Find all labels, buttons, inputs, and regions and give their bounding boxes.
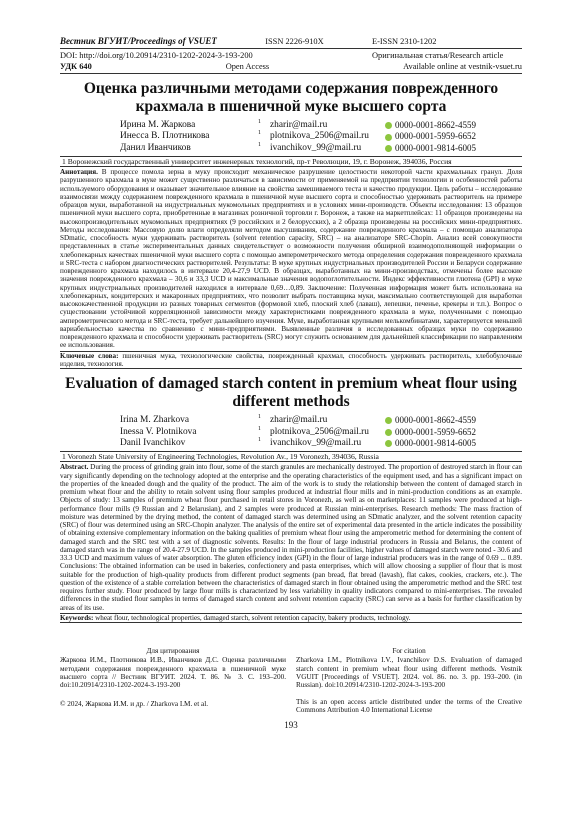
header-row-3 <box>60 61 522 72</box>
author-orcid[interactable]: 0000-0001-5959-6652 <box>395 131 476 142</box>
citation-heading-ru: Для цитирования <box>146 647 200 656</box>
abstract-en <box>60 463 522 612</box>
page-number: 193 <box>284 720 298 731</box>
affiliation-marker: 1 <box>258 119 261 125</box>
citation-en <box>296 647 522 689</box>
author-row <box>120 415 522 426</box>
author-orcid[interactable]: 0000-0001-8662-4559 <box>395 120 476 130</box>
author-email[interactable]: plotnikova_2506@mail.ru <box>270 131 369 142</box>
citation-ru <box>60 647 286 689</box>
affiliation-marker: 1 <box>258 130 261 137</box>
keywords-en <box>60 613 522 623</box>
header-row-2 <box>60 50 522 61</box>
author-row <box>120 143 522 154</box>
author-email[interactable]: ivanchikov_99@mail.ru <box>270 438 362 449</box>
author-row <box>120 438 522 449</box>
citation-text-en: Zharkova I.M., Plotnikova I.V., Ivanchikov D.S. Evaluation of damaged starch content in premium wheat flour using different methods. Vestnik VGUIT [Proceedings of VSUET]. 2024. vol. 86. no. 3. pp. 193–200. (in Russian). doi:10.20914/2310-1202-2024-3-193-200 <box>296 656 522 690</box>
header-row-1 <box>60 36 522 47</box>
author-orcid[interactable]: 0000-0001-9814-6005 <box>395 142 476 153</box>
author-name: Inessa V. Plotnikova <box>120 426 197 437</box>
header-bottom-rule <box>60 73 522 74</box>
eissn: E-ISSN 2310-1202 <box>371 37 437 46</box>
affiliation-marker: 1 <box>258 425 261 432</box>
header-divider <box>60 48 522 49</box>
abstract-label: Аннотация. <box>60 168 98 177</box>
abstract-text: В процессе помола зерна в муку происходит механическое разрушение целостности некоторой части крахмальных гранул. Доля разрушенного крахмала в муке может существенно различаться в зависимости от применяемой на предприятии технологии и особенностей работы используемого оборудования и оказывает значительное влияние на свойства замешиваемого теста и качество продукции. Цель работы – исследование взаимосвязи между содержанием поврежденного крахмала в пшеничной муке высшего сорта и способностью удерживать растворитель на примере образцов муки, выработанной на индустриальных мукомольных предприятиях и в условиях мини-производств. Объекты исследования: 13 образцов пшеничной муки высшего сорта, приобретенные в магазинах розничной торговли г. Воронеж, а также на маркетплейсах: 11 образцов произведены на высокопроизводительных мукомольных предприятиях (9 российских и 2 белорусских), а 2 образца произведены на российских мини-предприятиях. Методы исследования: Массовую долю влаги определяли методом высушивания, содержание поврежденного крахмала – с помощью анализатора SDmatic, способность муки удерживать растворитель (solvent retention capacity, SRC) – на анализаторе SRC-Chopin. Анализ всей совокупности представленных в статье экспериментальных данных свидетельствует о возможности получения обширной взаимодополняющей информации о хлебопекарных качествах пшеничной муки высшего сорта с помощью амперометрического метода определения содержания поврежденного крахмала и SRC-теста с набором диагностических растворителей. Результаты: В муке крупных индустриальных производителей России и Беларуси содержание поврежденного крахмала находилось в интервале 20,4-27,9 UCD. В образцах, выработанных на мини-производствах, отмечены более высокие значения поврежденного крахмала – 30,6 и 33,3 UCD и максимальные значения водопоглотительности. Индекс эффективности глютена (GPI) в муке крупных индустриальных производителей находился в интервале 0,69…0,89. Заключение: Полученная информация может быть использована на хлебопекарных, кондитерских и макаронных предприятиях, что позволит выбрать поставщика муки, максимально соответствующей для выработки высококачественной продукции из разных товарных сегментов (формовой хлеб, плоский хлеб (лаваш), лепешки, печенье, крекеры и т.п.). Вопрос о существовании устойчивой корреляционной зависимости между характеристиками поврежденного крахмала в муке, полученными с помощью амперометрического метода и SRC-теста, требует дальнейшего изучения. Муке, выработанная крупными мелькомбинатами, характеризуется меньшей вариабельностью качества по сравнению с мини-предприятиями. Выявленные различия в исследованных образцах муки по содержанию поврежденного крахмала и способности удерживать растворитель (SRC) могут служить основанием для дальнейшей классификации по направлениям ее использования. <box>60 168 522 350</box>
available-online[interactable]: Available online at vestnik-vsuet.ru <box>403 62 522 71</box>
keywords-text: пшеничная мука, технологические свойства, поврежденный крахмал, способность удерживать растворитель, хлебобулочные изделия, технология. <box>60 351 522 368</box>
title-en: Evaluation of damaged starch content in premium wheat flour using different methods <box>65 375 517 411</box>
title-ru: Оценка различными методами содержания поврежденного крахмала в пшеничной муке высшего сорта <box>83 80 499 115</box>
keywords-ru <box>60 351 522 370</box>
orcid-icon <box>385 440 392 447</box>
journal-name: Вестник ВГУИТ/Proceedings of VSUET <box>60 36 217 46</box>
orcid-icon <box>385 417 392 424</box>
article-page <box>60 36 522 730</box>
author-name: Данил Иванчиков <box>120 142 191 153</box>
authors-ru <box>120 120 522 154</box>
abstract-ru <box>60 168 522 350</box>
udc-code: УДК 640 <box>60 62 92 71</box>
doi-link[interactable]: DOI: http://doi.org/10.20914/2310-1202-2024-3-193-200 <box>60 51 253 60</box>
author-row <box>120 131 522 142</box>
author-row <box>120 427 522 438</box>
citation-heading-en: For citation <box>392 647 426 656</box>
author-email[interactable]: plotnikova_2506@mail.ru <box>270 426 369 437</box>
authors-en <box>120 415 522 449</box>
affiliation-ru: 1 Воронежский государственный университет инженерных технологий, пр-т Революции, 19, г. Воронеж, 394036, Россия <box>60 156 522 167</box>
orcid-icon <box>385 429 392 436</box>
author-name: Irina M. Zharkova <box>120 415 189 426</box>
affiliation-marker: 1 <box>258 141 261 148</box>
abstract-text: During the process of grinding grain into flour, some of the starch granules are mechanically destroyed. The proportion of destroyed starch in flour can vary significantly depending on the technology adopted at the enterprise and the operating characteristics of the equipment used, and has a significant impact on the properties of the kneaded dough and the quality of the product. The aim of the work is to study the relationship between the content of damaged starch in premium wheat flour and the ability to retain solvent using flour samples produced at industrial flour mills and in mini-production conditions as an example. Objects of study: 13 samples of premium wheat flour purchased in retail stores in Voronezh, as well as on marketplaces: 11 samples were produced at high-performance flour mills (9 Russian and 2 Belarusian), and 2 samples were produced at Russian mini-enterprises. Research methods: The mass fraction of moisture was determined by the drying method, the content of damaged starch was determined using an SDmatic analyzer, and the solvent retention capacity (SRC) of flour was determined using an SRC-Chopin analyzer. The analysis of the entire set of experimental data presented in the article indicates the possibility of obtaining extensive complementary information on the baking qualities of premium wheat flour using the amperometric method for determining the content of damaged starch and the SRC test with a set of diagnostic solvents. Results: In the flour of large industrial producers in Russia and Belarus, the content of damaged starch was in the range of 20.4-27.9 UCD. In the samples produced in mini-production facilities, higher values of damaged starch were noted - 30.6 and 33.3 UCD and maximum values of water absorption. The gluten efficiency index (GPI) in the flour of large industrial producers was in the range of 0.69 ... 0.89. Conclusions: The obtained information can be used in bakeries, confectionery and pasta enterprises, which will allow choosing a supplier of flour that is most suitable for the production of high-quality products from different product segments (pan bread, flat bread (lavash), flat cakes, cookies, crackers, etc.). The question of the existence of a stable correlation between the characteristics of damaged starch in flour obtained using the amperometric method and the SRC test requires further study. Flour produced by large flour mills is characterized by less variability in quality indicators compared to mini-enterprises. The revealed differences in the studied flour samples in terms of damaged starch content and solvent retention capacity (SRC) can serve as a basis for further classification by areas of its use. <box>60 463 522 612</box>
author-email[interactable]: zharir@mail.ru <box>270 415 328 426</box>
author-name: Инесса В. Плотникова <box>120 131 210 142</box>
orcid-icon <box>385 134 392 141</box>
citation-text-ru: Жаркова И.М., Плотникова И.В., Иванчиков Д.С. Оценка различными методами содержания поврежденного крахмала в пшеничной муке высшего сорта // Вестник ВГУИТ. 2024. Т. 86. № 3. С. 193–200. doi:10.20914/2310-1202-2024-3-193-200 <box>60 656 286 690</box>
affiliation-en: 1 Voronezh State University of Engineering Technologies, Revolution Av., 19 Voronezh, 394036, Russia <box>60 451 522 462</box>
author-orcid[interactable]: 0000-0001-5959-6652 <box>395 426 476 437</box>
orcid-icon <box>385 122 392 129</box>
open-access-label: Open Access <box>225 62 270 71</box>
footer-row <box>60 698 522 715</box>
affiliation-marker: 1 <box>258 437 261 444</box>
author-orcid[interactable]: 0000-0001-9814-6005 <box>395 438 476 449</box>
article-type: Оригинальная статья/Research article <box>372 51 504 60</box>
abstract-label: Abstract. <box>60 463 89 472</box>
keywords-label: Ключевые слова: <box>60 351 119 360</box>
author-row <box>120 120 522 131</box>
citation-section <box>60 647 522 689</box>
author-email[interactable]: ivanchikov_99@mail.ru <box>270 142 362 153</box>
author-orcid[interactable]: 0000-0001-8662-4559 <box>395 415 476 426</box>
keywords-text: wheat flour, technological properties, damaged starch, solvent retention capacity, bakery products, technology. <box>93 613 411 622</box>
license-text: This is an open access article distributed under the terms of the Creative Commons Attribution 4.0 International License <box>296 697 522 714</box>
author-name: Danil Ivanchikov <box>120 438 186 449</box>
issn: ISSN 2226-910X <box>265 37 324 46</box>
copyright: © 2024, Жаркова И.М. и др. / Zharkova I.M. et al. <box>60 699 209 708</box>
author-email[interactable]: zharir@mail.ru <box>270 120 328 130</box>
affiliation-marker: 1 <box>258 414 261 421</box>
author-name: Ирина М. Жаркова <box>120 120 196 130</box>
keywords-label: Keywords: <box>60 613 94 622</box>
orcid-icon <box>385 145 392 152</box>
